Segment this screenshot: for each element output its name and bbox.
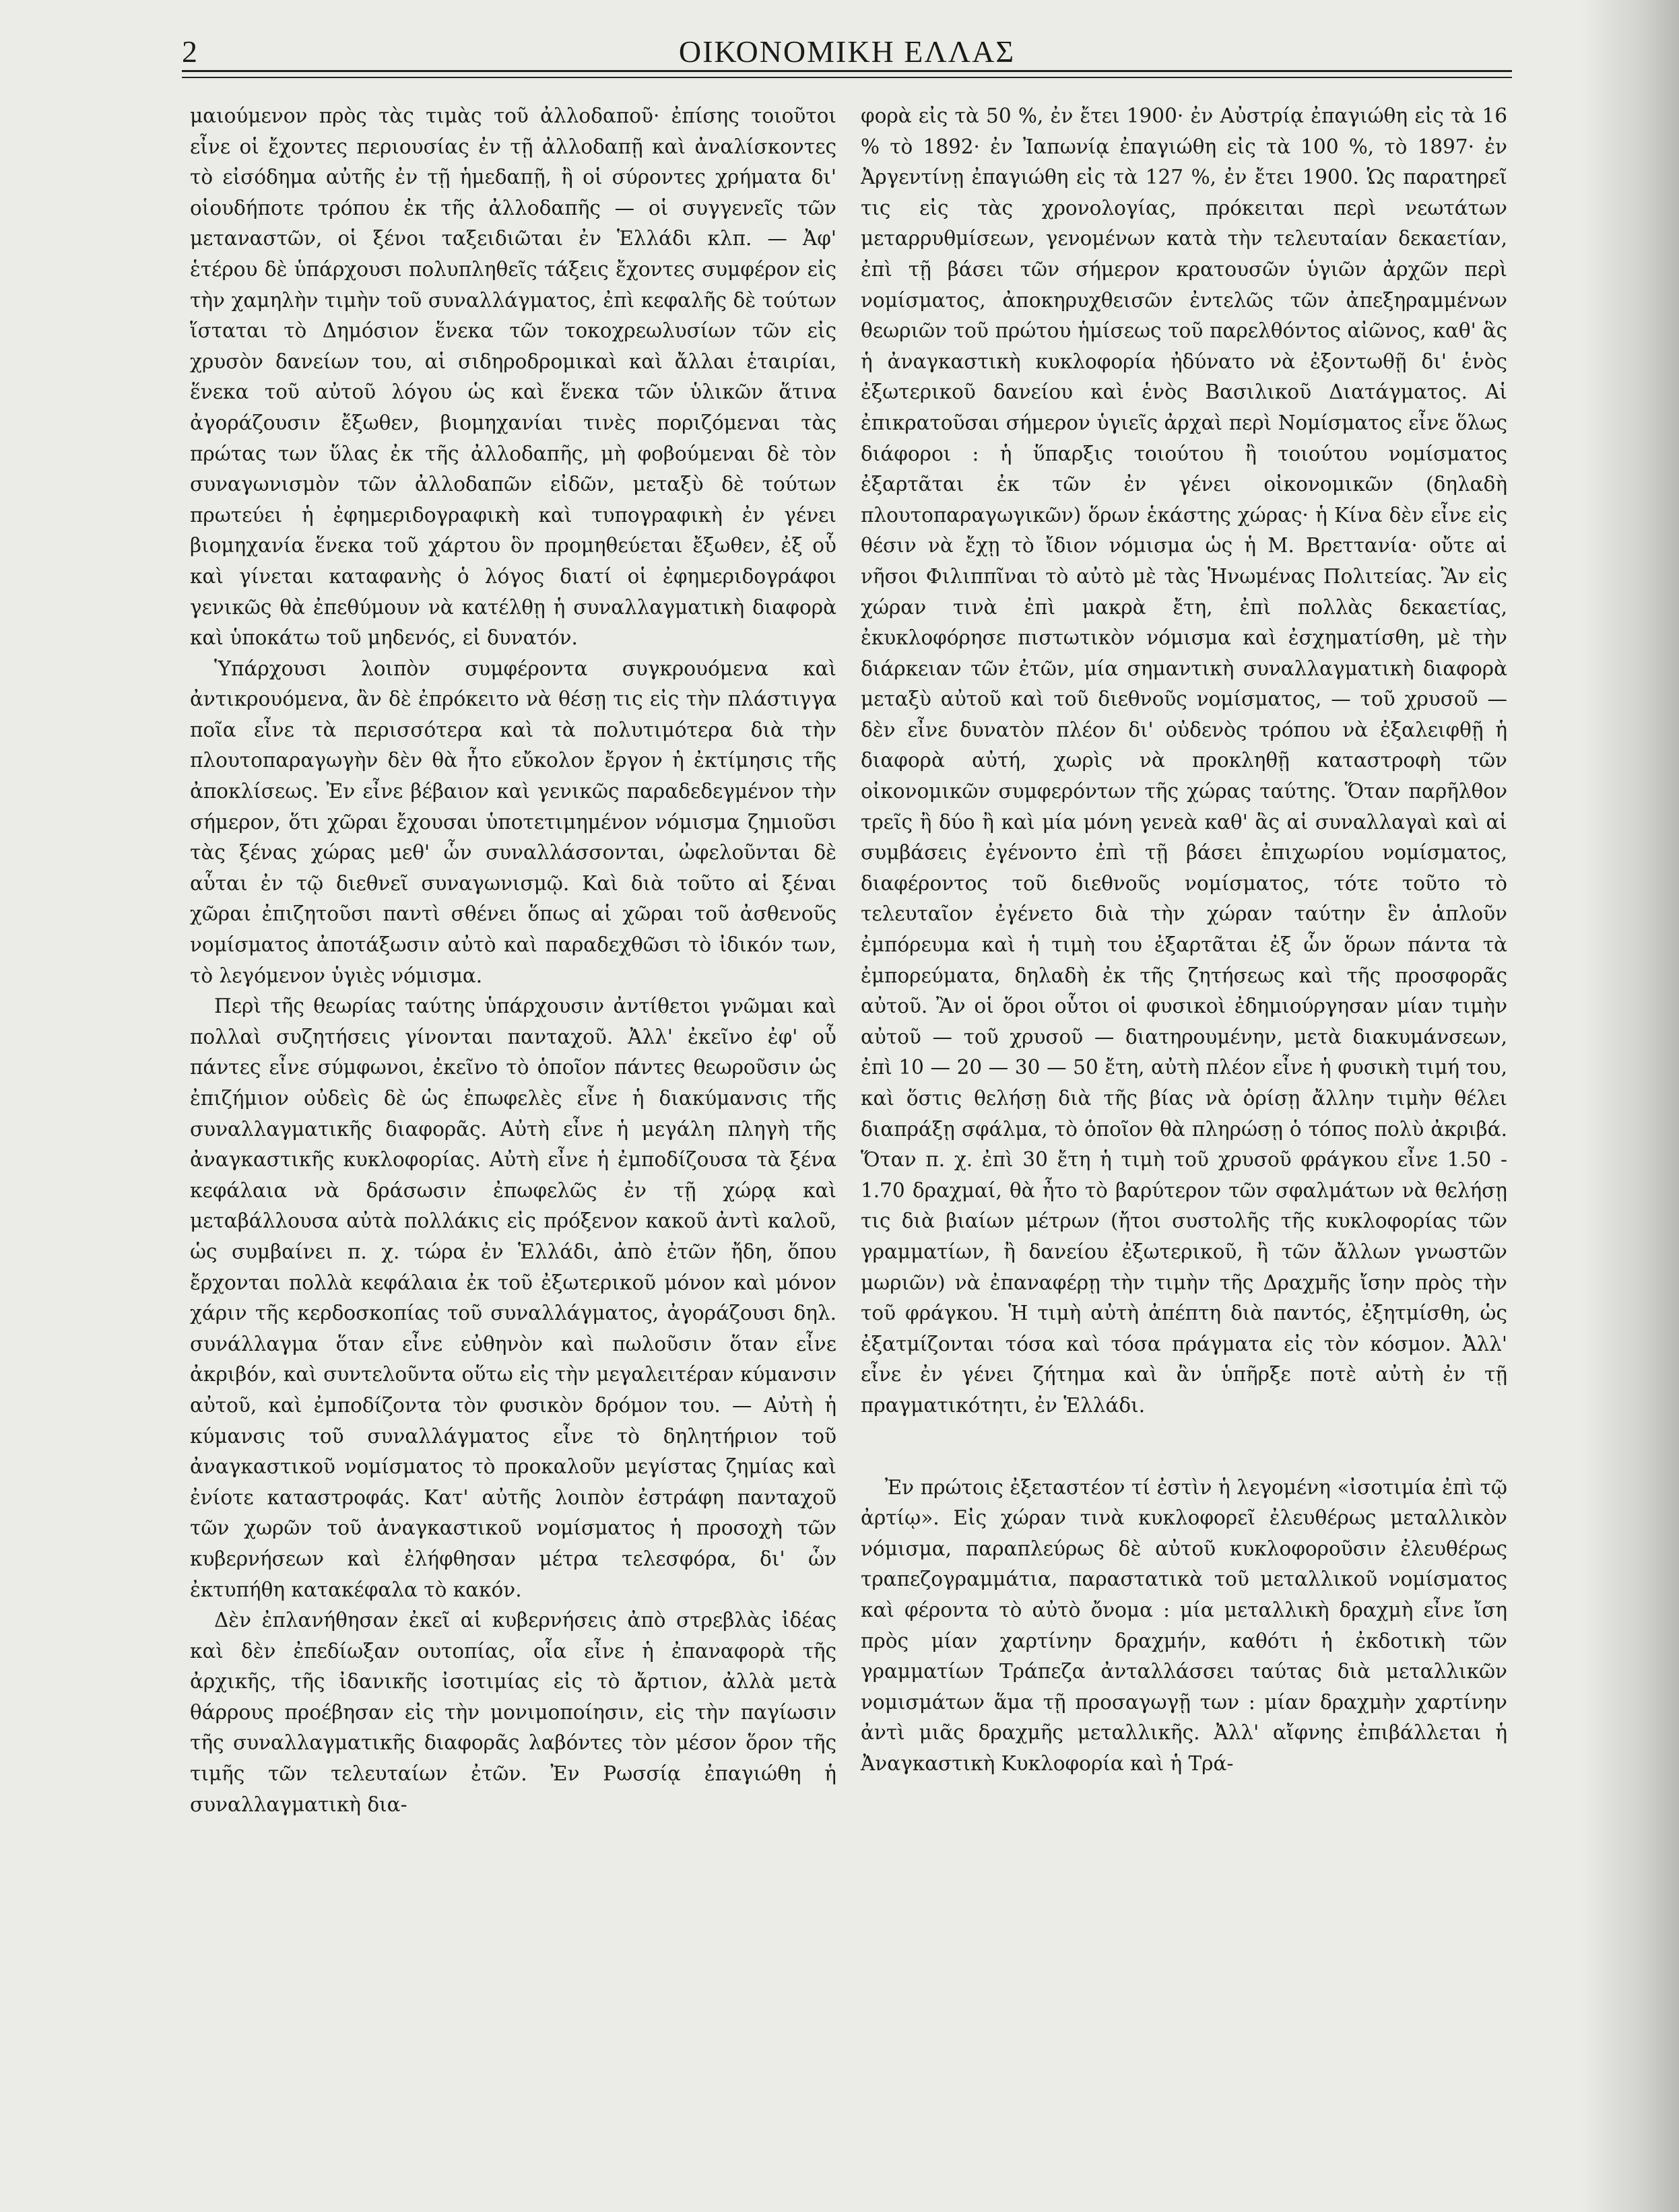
paragraph: μαιούμενον πρὸς τὰς τιμὰς τοῦ ἀλλοδαποῦ· ἐπίσης τοιοῦτοι εἶνε οἱ ἔχοντες περιουσίας ἐν τῇ ἀλλοδαπῇ καὶ ἀναλίσκοντες τὸ εἰσόδημα αὐτῆς ἐν τῇ ἡμεδαπῇ, ἢ οἱ σύροντες χρήματα δι' οἱουδήποτε τρόπου ἐκ τῆς ἀλλοδαπῆς — οἱ συγγενεῖς τῶν μεταναστῶν, οἱ ξένοι ταξειδιῶται ἐν Ἑλλάδι κλπ. — Ἀφ' ἑτέρου δὲ ὑπάρχουσι πολυπληθεῖς τάξεις ἔχοντες συμφέρον εἰς τὴν χαμηλὴν τιμὴν τοῦ συναλλάγματος, ἐπὶ κεφαλῆς δὲ τούτων ἵσταται τὸ Δημόσιον ἕνεκα τῶν τοκοχρεωλυσίων τῶν εἰς χρυσὸν δανείων του, αἱ σιδηροδρομικαὶ καὶ ἄλλαι ἑταιρίαι, ἕνεκα τοῦ αὐτοῦ λόγου ὡς καὶ ἕνεκα τῶν ὑλικῶν ἅτινα ἀγοράζουσιν ἔξωθεν, βιομηχανίαι τινὲς ποριζόμεναι τὰς πρώτας των ὕλας ἐκ τῆς ἀλλοδαπῆς, μὴ φοβούμεναι δὲ τὸν συναγωνισμὸν τῶν ἀλλοδαπῶν εἰδῶν, μεταξὺ δὲ τούτων πρωτεύει ἡ ἐφημεριδογραφικὴ καὶ τυπογραφικὴ ἐν γένει βιομηχανία ἕνεκα τοῦ χάρτου ὃν προμηθεύεται ἔξωθεν, ἐξ οὗ καὶ γίνεται καταφανὴς ὁ λόγος διατί οἱ ἐφημεριδογράφοι γενικῶς θὰ ἐπεθύμουν νὰ κατέλθῃ ἡ συναλλαγματικὴ διαφορὰ καὶ ὑποκάτω τοῦ μηδενός, εἰ δυνατόν.	[190, 104, 836, 650]
paragraph: Δὲν ἐπλανήθησαν ἐκεῖ αἱ κυβερνήσεις ἀπὸ στρεβλὰς ἰδέας καὶ δὲν ἐπεδίωξαν ουτοπίας, οἷα εἶνε ἡ ἐπαναφορὰ τῆς ἀρχικῆς, τῆς ἰδανικῆς ἰσοτιμίας εἰς τὸ ἄρτιον, ἀλλὰ μετὰ θάρρους προέβησαν εἰς τὴν μονιμοποίησιν, εἰς τὴν παγίωσιν τῆς συναλλαγματικῆς διαφορᾶς λαβόντες τὸν μέσον ὅρον τῆς τιμῆς τῶν τελευταίων ἐτῶν. Ἐν Ρωσσίᾳ ἐπαγιώθη ἡ συναλλαγματικὴ δια-	[190, 1609, 836, 1816]
page-number: 2	[182, 34, 197, 69]
page-header	[182, 28, 1512, 75]
journal-title: ΟΙΚΟΝΟΜΙΚΗ ΕΛΛΑΣ	[678, 34, 1016, 69]
right-column	[861, 101, 1507, 1779]
header-rule-thin	[182, 77, 1512, 78]
paragraph: Ὑπάρχουσι λοιπὸν συμφέροντα συγκρουόμενα καὶ ἀντικρουόμενα, ἂν δὲ ἐπρόκειτο νὰ θέσῃ τις εἰς τὴν πλάστιγγα ποῖα εἶνε τὰ περισσότερα καὶ τὰ πολυτιμότερα διὰ τὴν πλουτοπαραγωγὴν δὲν θὰ ἦτο εὔκολον ἔργον ἡ ἐκτίμησις τῆς ἀποκλίσεως. Ἐν εἶνε βέβαιον καὶ γενικῶς παραδεδεγμένον τὴν σήμερον, ὅτι χῶραι ἔχουσαι ὑποτετιμημένον νόμισμα ζημιοῦσι τὰς ξένας χώρας μεθ' ὧν συναλλάσσονται, ὠφελοῦνται δὲ αὗται ἐν τῷ διεθνεῖ συναγωνισμῷ. Καὶ διὰ τοῦτο αἱ ξέναι χῶραι ἐπιζητοῦσι παντὶ σθένει ὅπως αἱ χῶραι τοῦ ἀσθενοῦς νομίσματος ἀποτάξωσιν αὐτὸ καὶ παραδεχθῶσι τὸ ἰδικόν των, τὸ λεγόμενον ὑγιὲς νόμισμα.	[190, 657, 836, 987]
left-column	[190, 101, 836, 1820]
paragraph: Ἐν πρώτοις ἐξεταστέον τί ἐστὶν ἡ λεγομένη «ἰσοτιμία ἐπὶ τῷ ἀρτίῳ». Εἰς χώραν τινὰ κυκλοφορεῖ ἐλευθέρως μεταλλικὸν νόμισμα, παραπλεύρως δὲ αὐτοῦ κυκλοφοροῦσιν ἐλευθέρως τραπεζογραμμάτια, παραστατικὰ τοῦ μεταλλικοῦ νομίσματος καὶ φέροντα τὸ αὐτὸ ὄνομα : μία μεταλλικὴ δραχμὴ εἶνε ἴση πρὸς μίαν χαρτίνην δραχμήν, καθότι ἡ ἐκδοτικὴ τῶν γραμματίων Τράπεζα ἀνταλλάσσει ταύτας διὰ μεταλλικῶν νομισμάτων ἅμα τῇ προσαγωγῇ των : μίαν δραχμὴν χαρτίνην ἀντὶ μιᾶς δραχμῆς μεταλλικῆς. Ἀλλ' αἴφνης ἐπιβάλλεται ἡ Ἀναγκαστικὴ Κυκλοφορία καὶ ἡ Τρά-	[861, 1475, 1507, 1775]
header-rule	[182, 70, 1512, 72]
page-edge-shadow	[1578, 0, 1679, 2212]
paragraph: φορὰ εἰς τὰ 50 %, ἐν ἔτει 1900· ἐν Αὐστρίᾳ ἐπαγιώθη εἰς τὰ 16 % τὸ 1892· ἐν Ἰαπωνίᾳ ἐπαγιώθη εἰς τὰ 100 %, τὸ 1897· ἐν Ἀργεντίνῃ ἐπαγιώθη εἰς τὰ 127 %, ἐν ἔτει 1900. Ὡς παρατηρεῖ τις εἰς τὰς χρονολογίας, πρόκειται περὶ νεωτάτων μεταρρυθμίσεων, γενομένων κατὰ τὴν τελευταίαν δεκαετίαν, ἐπὶ τῇ βάσει τῶν σήμερον κρατουσῶν ὑγιῶν ἀρχῶν περὶ νομίσματος, ἀποκηρυχθεισῶν ἐντελῶς τῶν ἀπεξηραμμένων θεωριῶν τοῦ πρώτου ἡμίσεως τοῦ παρελθόντος αἰῶνος, καθ' ἃς ἡ ἀναγκαστικὴ κυκλοφορία ἠδύνατο νὰ ἐξοντωθῇ δι' ἑνὸς ἐξωτερικοῦ δανείου καὶ ἑνὸς Βασιλικοῦ Διατάγματος. Αἱ ἐπικρατοῦσαι σήμερον ὑγιεῖς ἀρχαὶ περὶ Νομίσματος εἶνε ὅλως διάφοροι : ἡ ὕπαρξις τοιούτου ἢ τοιούτου νομίσματος ἐξαρτᾶται ἐκ τῶν ἐν γένει οἰκονομικῶν (δηλαδὴ πλουτοπαραγωγικῶν) ὅρων ἑκάστης χώρας· ἡ Κίνα δὲν εἶνε εἰς θέσιν νὰ ἔχῃ τὸ ἴδιον νόμισμα ὡς ἡ Μ. Βρεττανία· οὔτε αἱ νῆσοι Φιλιππῖναι τὸ αὐτὸ μὲ τὰς Ἡνωμένας Πολιτείας. Ἂν εἰς χώραν τινὰ ἐπὶ μακρὰ ἔτη, ἐπὶ πολλὰς δεκαετίας, ἐκυκλοφόρησε πιστωτικὸν νόμισμα καὶ ἐσχηματίσθη, μὲ τὴν διάρκειαν τῶν ἐτῶν, μία σημαντικὴ συναλλαγματικὴ διαφορὰ μεταξὺ αὐτοῦ καὶ τοῦ διεθνοῦς νομίσματος, — τοῦ χρυσοῦ — δὲν εἶνε δυνατὸν πλέον δι' οὐδενὸς τρόπου νὰ ἐξαλειφθῇ ἡ διαφορὰ αὐτή, χωρὶς νὰ προκληθῇ καταστροφὴ τῶν οἰκονομικῶν συμφερόντων τῆς χώρας ταύτης. Ὅταν παρῆλθον τρεῖς ἢ δύο ἢ καὶ μία μόνη γενεὰ καθ' ἃς αἱ συναλλαγαὶ καὶ αἱ συμβάσεις ἐγένοντο ἐπὶ τῇ βάσει ἐπιχωρίου νομίσματος, διαφέροντος τοῦ διεθνοῦς νομίσματος, τότε τοῦτο τὸ τελευταῖον ἐγένετο διὰ τὴν χώραν ταύτην ἓν ἁπλοῦν ἐμπόρευμα καὶ ἡ τιμὴ του ἐξαρτᾶται ἐξ ὧν ὅρων πάντα τὰ ἐμπορεύματα, δηλαδὴ ἐκ τῆς ζητήσεως καὶ τῆς προσφορᾶς αὐτοῦ. Ἂν οἱ ὅροι οὗτοι οἱ φυσικοὶ ἐδημιούργησαν μίαν τιμὴν αὐτοῦ — τοῦ χρυσοῦ — διατηρουμένην, μετὰ διακυμάνσεων, ἐπὶ 10 — 20 — 30 — 50 ἔτη, αὐτὴ πλέον εἶνε ἡ φυσικὴ τιμή του, καὶ ὅστις θελήσῃ διὰ τῆς βίας νὰ ὁρίσῃ ἄλλην τιμὴν θέλει διαπράξῃ σφάλμα, τὸ ὁποῖον θὰ πληρώσῃ ὁ τόπος πολὺ ἀκριβά. Ὅταν π. χ. ἐπὶ 30 ἔτη ἡ τιμὴ τοῦ χρυσοῦ φράγκου εἶνε 1.50 - 1.70 δραχμαί, θὰ ἦτο τὸ βαρύτερον τῶν σφαλμάτων νὰ θελήσῃ τις διὰ βιαίων μέτρων (ἤτοι συστολῆς τῆς κυκλοφορίας τῶν γραμματίων, ἢ δανείου ἐξωτερικοῦ, ἢ τῶν ἄλλων γνωστῶν μωριῶν) νὰ ἐπαναφέρῃ τὴν τιμὴν τῆς Δραχμῆς ἴσην πρὸς τὴν τοῦ φράγκου. Ἡ τιμὴ αὐτὴ ἀπέπτη διὰ παντός, ἐξητμίσθη, ὡς ἐξατμίζονται τόσα καὶ τόσα πράγματα εἰς τὸν κόσμον. Ἀλλ' εἶνε ἐν γένει ζήτημα καὶ ἂν ὑπῆρξε ποτὲ αὐτὴ ἐν τῇ πραγματικότητι, ἐν Ἑλλάδι.	[861, 104, 1507, 1417]
paragraph: Περὶ τῆς θεωρίας ταύτης ὑπάρχουσιν ἀντίθετοι γνῶμαι καὶ πολλαὶ συζητήσεις γίνονται πανταχοῦ. Ἀλλ' ἐκεῖνο ἐφ' οὗ πάντες εἶνε σύμφωνοι, ἐκεῖνο τὸ ὁποῖον πάντες θεωροῦσιν ὡς ἐπιζήμιον οὐδεὶς δὲ ὡς ἐπωφελὲς εἶνε ἡ διακύμανσις τῆς συναλλαγματικῆς διαφορᾶς. Αὐτὴ εἶνε ἡ μεγάλη πληγὴ τῆς ἀναγκαστικῆς κυκλοφορίας. Αὐτὴ εἶνε ἡ ἐμποδίζουσα τὰ ξένα κεφάλαια νὰ δράσωσιν ἐπωφελῶς ἐν τῇ χώρᾳ καὶ μεταβάλλουσα αὐτὰ πολλάκις εἰς πρόξενον κακοῦ ἀντὶ καλοῦ, ὡς συμβαίνει π. χ. τώρα ἐν Ἑλλάδι, ἀπὸ ἐτῶν ἤδη, ὅπου ἔρχονται πολλὰ κεφάλαια ἐκ τοῦ ἐξωτερικοῦ μόνον καὶ μόνον χάριν τῆς κερδοσκοπίας τοῦ συναλλάγματος, ἀγοράζουσι δηλ. συνάλλαγμα ὅταν εἶνε εὐθηνὸν καὶ πωλοῦσιν ὅταν εἶνε ἀκριβόν, καὶ συντελοῦντα οὕτω εἰς τὴν μεγαλειτέραν κύμανσιν αὐτοῦ, καὶ ἐμποδίζοντα τὸν φυσικὸν δρόμον του. — Αὐτὴ ἡ κύμανσις τοῦ συναλλάγματος εἶνε τὸ δηλητήριον τοῦ ἀναγκαστικοῦ νομίσματος τὸ προκαλοῦν μεγίστας ζημίας καὶ ἐνίοτε καταστροφάς. Κατ' αὐτῆς λοιπὸν ἐστράφη πανταχοῦ τῶν χωρῶν τοῦ ἀναγκαστικοῦ νομίσματος ἡ προσοχὴ τῶν κυβερνήσεων καὶ ἐλήφθησαν μέτρα τελεσφόρα, δι' ὧν ἐκτυπήθη κατακέφαλα τὸ κακόν.	[190, 995, 836, 1601]
